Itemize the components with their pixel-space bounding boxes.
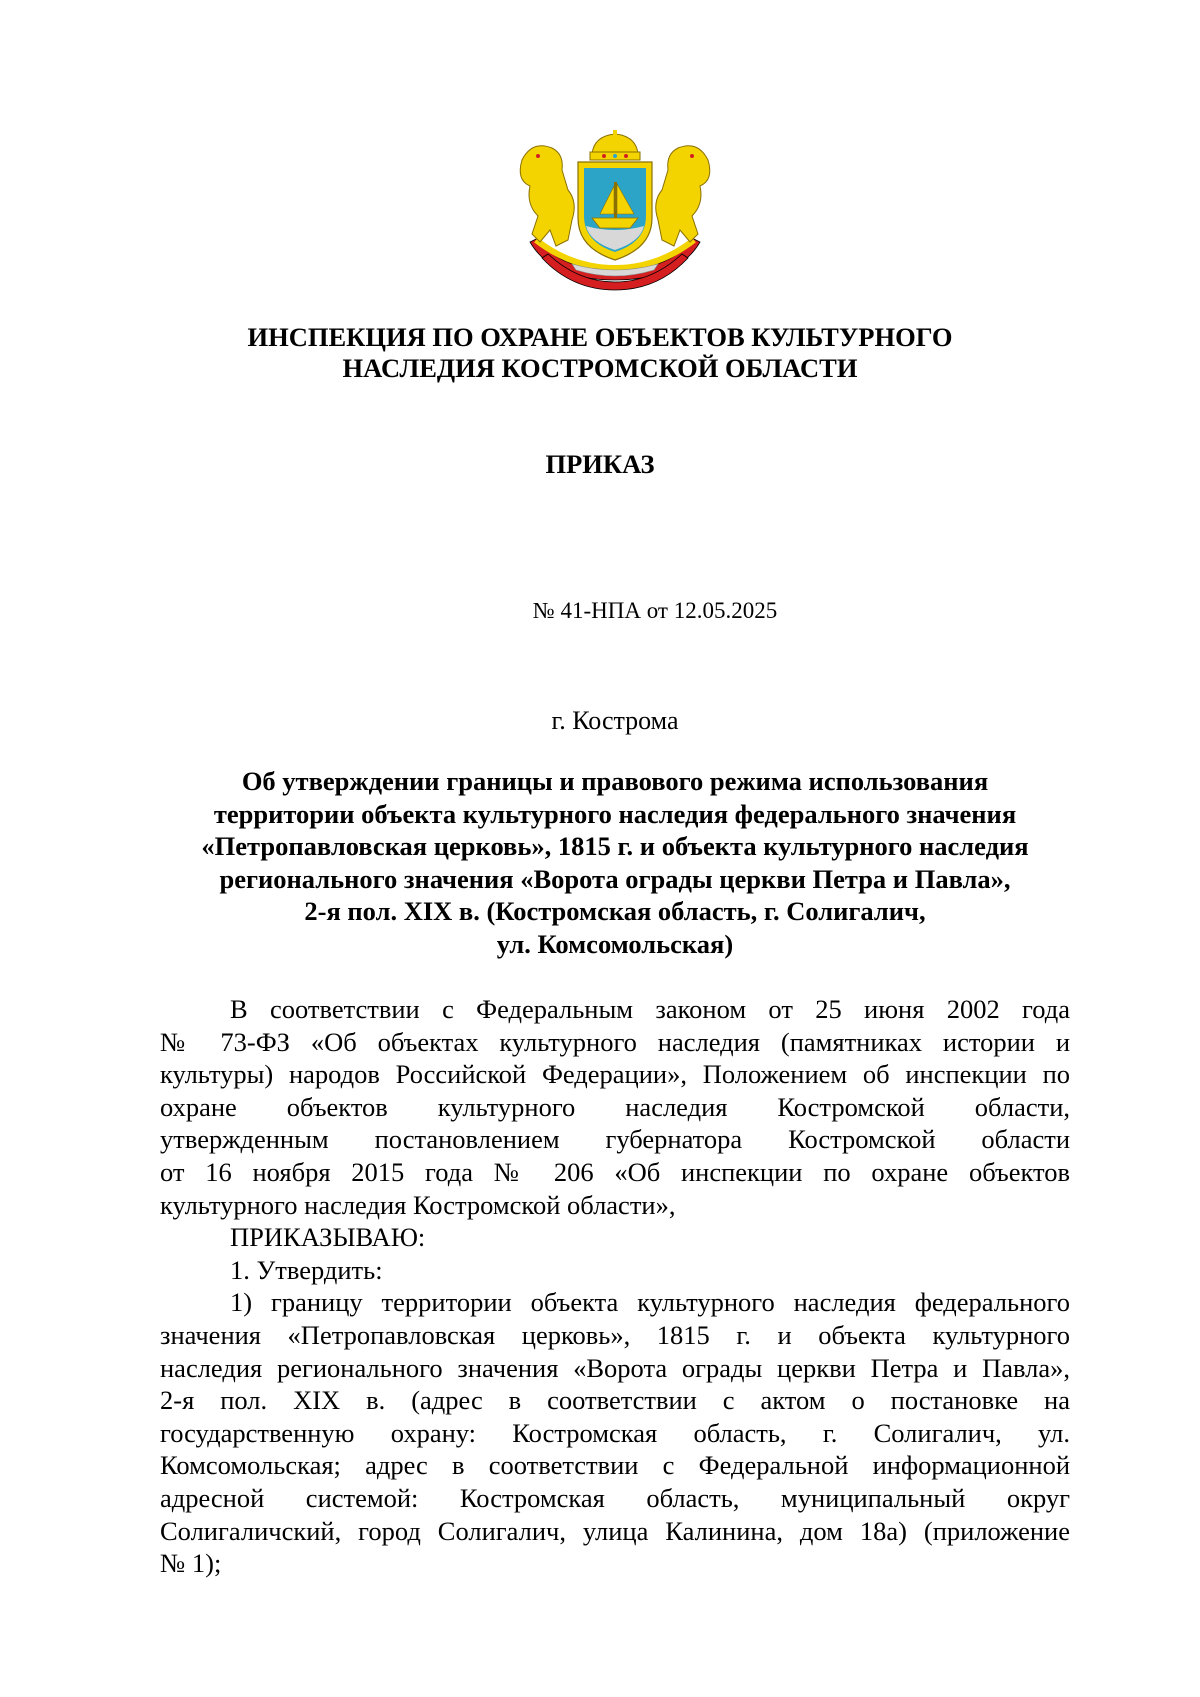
subject-line: территории объекта культурного наследия федерального значения (213, 798, 1017, 829)
subitem-line: 2-я пол. XIX в. (адрес в соответствии с актом о постановке на (160, 1385, 1070, 1416)
subitem-line: Солигаличский, город Солигалич, улица Калинина, дом 18а) (приложение (160, 1515, 1070, 1546)
subject-line: регионального значения «Ворота ограды церкви Петра и Павла», (219, 863, 1011, 894)
org-name-line-2: НАСЛЕДИЯ КОСТРОМСКОЙ ОБЛАСТИ (342, 353, 858, 383)
subject-line: Об утверждении границы и правового режима использования (241, 766, 989, 796)
subject-line: ул. Комсомольская) (496, 928, 734, 959)
document-subject-heading (160, 765, 1070, 961)
document-body (160, 993, 1070, 1580)
subitem-line: государственную охрану: Костромская область, г. Солигалич, ул. (160, 1417, 1070, 1448)
subject-line: 2-я пол. XIX в. (Костромская область, г. Солигалич, (304, 896, 926, 927)
subitem-line: Комсомольская; адрес в соответствии с Федеральной информационной (160, 1450, 1070, 1481)
document-number-date: № 41-НПА от 12.05.2025 (532, 598, 778, 623)
preamble-line: от 16 ноября 2015 года № 206 «Об инспекции по охране объектов (160, 1156, 1070, 1187)
subitem-line: № 1); (160, 1548, 222, 1579)
coat-of-arms-emblem (512, 130, 718, 298)
preamble-line: № 73-ФЗ «Об объектах культурного наследия (памятниках истории и (160, 1026, 1070, 1057)
document-city: г. Кострома (551, 706, 679, 735)
subject-line: «Петропавловская церковь», 1815 г. и объекта культурного наследия (201, 831, 1029, 862)
preamble-line: охране объектов культурного наследия Костромской области, (160, 1091, 1070, 1122)
preamble-line: культуры) народов Российской Федерации», Положением об инспекции по (160, 1059, 1070, 1090)
document-type-title: ПРИКАЗ (545, 449, 655, 479)
order-word: ПРИКАЗЫВАЮ: (230, 1222, 426, 1253)
subitem-line: адресной системой: Костромская область, муниципальный округ (160, 1482, 1070, 1513)
subitem-line: значения «Петропавловская церковь», 1815 г. и объекта культурного (160, 1319, 1070, 1350)
org-name-line-1: ИНСПЕКЦИЯ ПО ОХРАНЕ ОБЪЕКТОВ КУЛЬТУРНОГО (247, 322, 953, 352)
order-item-1: 1. Утвердить: (230, 1254, 383, 1285)
subitem-line: наследия регионального значения «Ворота ограды церкви Петра и Павла», (160, 1352, 1070, 1383)
preamble-line: утвержденным постановлением губернатора Костромской области (160, 1124, 1070, 1155)
preamble-line: В соответствии с Федеральным законом от 25 июня 2002 года (230, 994, 1070, 1024)
preamble-line: культурного наследия Костромской области», (160, 1189, 676, 1220)
organization-name (160, 322, 1040, 384)
subitem-line: 1) границу территории объекта культурного наследия федерального (230, 1287, 1070, 1318)
